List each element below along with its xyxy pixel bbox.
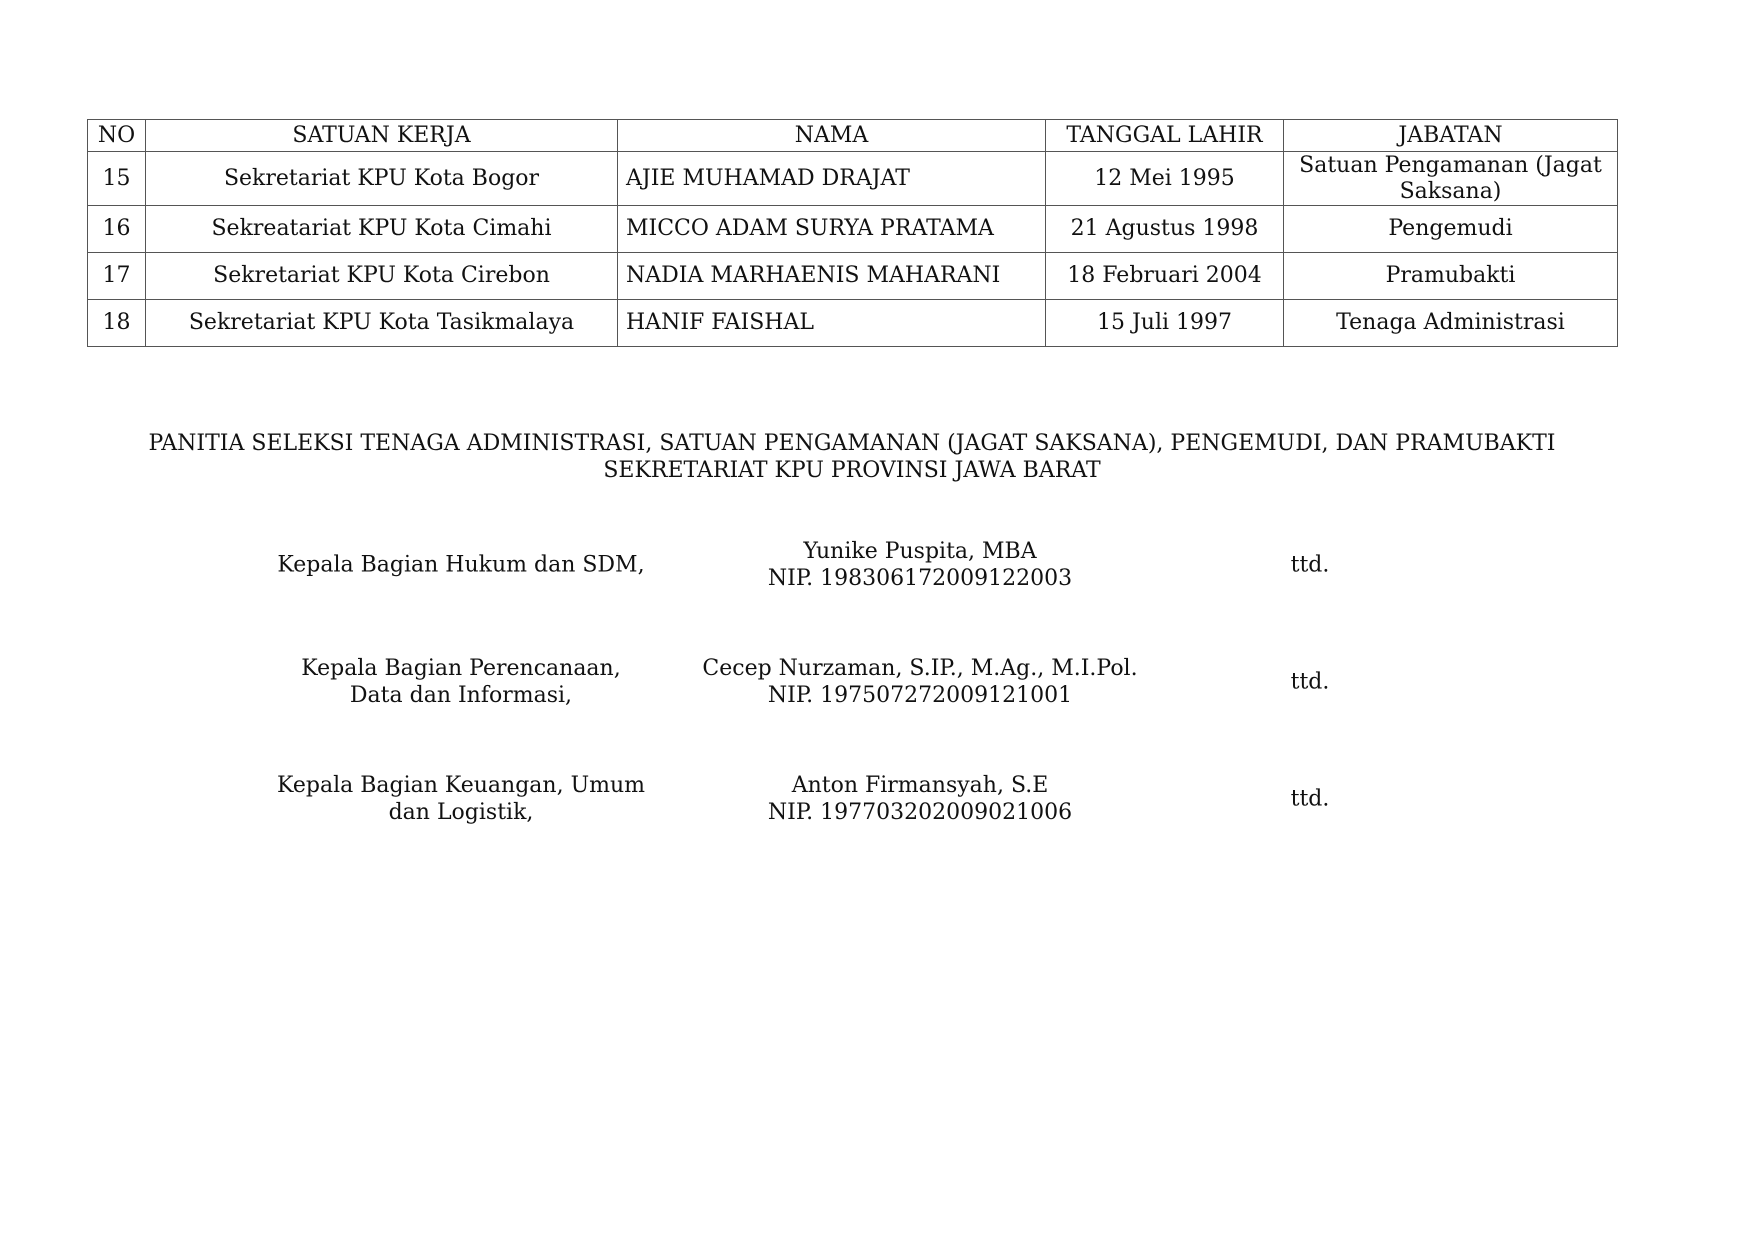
signatory-person [660,772,1180,826]
cell-unit: Sekreatariat KPU Kota Cimahi [146,206,618,253]
position-line: Saksana) [1399,178,1502,204]
header-position: JABATAN [1284,120,1618,152]
committee-title: PANITIA SELEKSI TENAGA ADMINISTRASI, SATUAN PENGAMANAN (JAGAT SAKSANA), PENGEMUDI, DAN PRAMUBAKTI [148,431,1556,456]
role-line: Kepala Bagian Hukum dan SDM, [277,552,645,578]
signatory-role [261,772,661,826]
role-line: Data dan Informasi, [349,683,573,708]
cell-no: 17 [88,253,146,300]
signatory-block [0,652,1755,712]
signatory-person [660,655,1180,709]
signature-mark: ttd. [1290,552,1330,578]
signatory-role [261,655,661,709]
cell-position: Pengemudi [1284,206,1618,253]
results-table [87,119,1618,347]
signature-mark: ttd. [1290,669,1330,695]
table-row [88,300,1618,347]
cell-no: 16 [88,206,146,253]
cell-position [1284,152,1618,206]
signatory-name: Anton Firmansyah, S.E [791,773,1049,798]
header-name: NAMA [618,120,1046,152]
signatory-person [660,538,1180,592]
committee-heading [87,430,1617,484]
position-line: Satuan Pengamanan (Jagat [1299,152,1602,178]
cell-name: NADIA MARHAENIS MAHARANI [618,253,1046,300]
header-unit: SATUAN KERJA [146,120,618,152]
cell-name: AJIE MUHAMAD DRAJAT [618,152,1046,206]
cell-dob: 15 Juli 1997 [1046,300,1284,347]
cell-no: 15 [88,152,146,206]
cell-name: HANIF FAISHAL [618,300,1046,347]
signatory-block [0,535,1755,595]
table-row [88,253,1618,300]
cell-position: Tenaga Administrasi [1284,300,1618,347]
cell-unit: Sekretariat KPU Kota Tasikmalaya [146,300,618,347]
header-dob: TANGGAL LAHIR [1046,120,1284,152]
header-no: NO [88,120,146,152]
signatory-nip: NIP. 197507272009121001 [767,683,1073,708]
signatory-nip: NIP. 197703202009021006 [767,800,1073,825]
committee-subtitle: SEKRETARIAT KPU PROVINSI JAWA BARAT [603,458,1101,483]
cell-name: MICCO ADAM SURYA PRATAMA [618,206,1046,253]
role-line: Kepala Bagian Keuangan, Umum [277,773,645,798]
signatory-block [0,769,1755,829]
cell-dob: 18 Februari 2004 [1046,253,1284,300]
role-line: dan Logistik, [388,800,534,825]
cell-dob: 21 Agustus 1998 [1046,206,1284,253]
cell-no: 18 [88,300,146,347]
cell-position: Pramubakti [1284,253,1618,300]
signatory-name: Yunike Puspita, MBA [803,539,1037,564]
cell-unit: Sekretariat KPU Kota Cirebon [146,253,618,300]
signatory-name: Cecep Nurzaman, S.IP., M.Ag., M.I.Pol. [702,656,1138,681]
signatory-role [261,552,661,579]
signatory-nip: NIP. 198306172009122003 [767,566,1073,591]
role-line: Kepala Bagian Perencanaan, [301,656,621,681]
table-row [88,206,1618,253]
cell-dob: 12 Mei 1995 [1046,152,1284,206]
signature-mark: ttd. [1290,786,1330,812]
table-row [88,152,1618,206]
cell-unit: Sekretariat KPU Kota Bogor [146,152,618,206]
table-header-row [88,120,1618,152]
